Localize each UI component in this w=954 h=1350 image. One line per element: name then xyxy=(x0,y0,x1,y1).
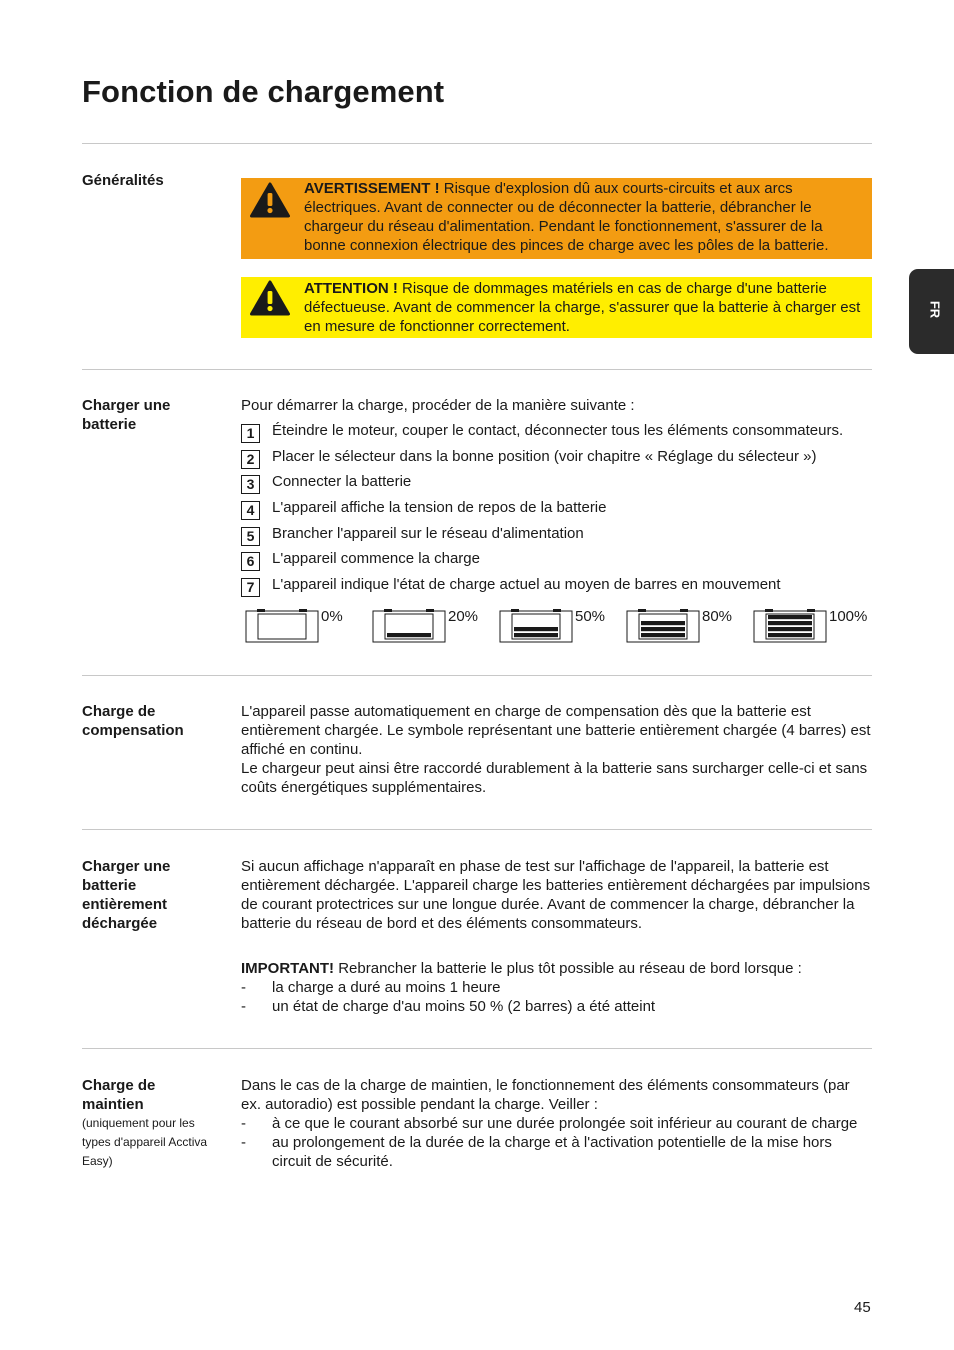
charge-bar xyxy=(768,621,812,625)
battery-terminal xyxy=(384,609,392,612)
step-item xyxy=(241,575,872,601)
charge-bar xyxy=(768,633,812,637)
battery-terminal xyxy=(680,609,688,612)
charge-level-label: 20% xyxy=(448,608,479,625)
charge-level-label: 80% xyxy=(702,608,733,625)
charge-bar xyxy=(387,633,431,637)
list-item: - un état de charge d'au moins 50 % (2 barres) a été atteint xyxy=(241,997,872,1016)
warning-box xyxy=(241,178,872,259)
battery-outline xyxy=(500,611,572,642)
maintien-note: (uniquement pour les types d'appareil Acctiva Easy) xyxy=(82,1116,208,1168)
step-number: 1 xyxy=(241,424,260,443)
step-text: L'appareil commence la charge xyxy=(272,550,480,568)
section-label-compensation: Charge de compensation xyxy=(82,703,184,739)
compensation-content xyxy=(241,702,872,797)
battery-inner xyxy=(258,614,306,639)
charge-bar xyxy=(514,627,558,631)
charge-level-label: 0% xyxy=(321,608,343,625)
section-divider xyxy=(82,1048,872,1049)
battery-terminal xyxy=(511,609,519,612)
caution-box xyxy=(241,277,872,338)
charge-bar xyxy=(641,633,685,637)
step-number: 3 xyxy=(241,475,260,494)
step-text: L'appareil affiche la tension de repos de la batterie xyxy=(272,499,607,517)
compensation-paragraph: L'appareil passe automatiquement en charge de compensation dès que la batterie est entièrement chargée. Le symbole représentant une batterie entièrement chargée (4 barres) est affiché en continu. xyxy=(241,703,871,758)
battery-icon xyxy=(753,608,827,644)
step-item xyxy=(241,421,872,447)
battery-terminal xyxy=(807,609,815,612)
maintien-title: Charge de maintien xyxy=(82,1077,156,1113)
step-number: 6 xyxy=(241,552,260,571)
step-item xyxy=(241,498,872,524)
charge-bar xyxy=(768,615,812,619)
step-text: Brancher l'appareil sur le réseau d'alimentation xyxy=(272,524,584,542)
step-text: Placer le sélecteur dans la bonne position (voir chapitre « Réglage du sélecteur ») xyxy=(272,447,817,465)
charge-bar xyxy=(641,621,685,625)
dechargee-paragraph: Si aucun affichage n'apparaît en phase de test sur l'affichage de l'appareil, la batterie est entièrement déchargée. L'appareil charge les batteries entièrement déchargées par impulsions de courant protectrices sur une longue durée. Avant de commencer la charge, débrancher la batterie du réseau de bord et des éléments consommateurs. xyxy=(241,858,871,932)
step-text: Connecter la batterie xyxy=(272,473,412,491)
list-item: - la charge a duré au moins 1 heure xyxy=(241,978,872,997)
battery-terminal xyxy=(299,609,307,612)
steps-list xyxy=(241,421,872,601)
section-label-generalites: Généralités xyxy=(82,172,164,189)
step-number: 5 xyxy=(241,527,260,546)
charger-intro: Pour démarrer la charge, procéder de la manière suivante : xyxy=(241,397,635,414)
section-divider xyxy=(82,829,872,830)
dechargee-content xyxy=(241,857,872,1016)
section-divider xyxy=(82,143,872,144)
maintien-content xyxy=(241,1076,872,1171)
battery-icon xyxy=(626,608,700,644)
section-divider xyxy=(82,675,872,676)
battery-outline xyxy=(627,611,699,642)
caution-text: Risque de dommages matériels en cas de charge d'une batterie défectueuse. Avant de commencer la charge, s'assurer que la batterie à charger est en mesure de fonctionner correctement. xyxy=(304,280,861,335)
dechargee-list xyxy=(241,978,872,1016)
battery-terminal xyxy=(257,609,265,612)
battery-outline xyxy=(246,611,318,642)
step-item xyxy=(241,447,872,473)
important-note xyxy=(241,959,872,978)
step-number: 7 xyxy=(241,578,260,597)
charge-bar xyxy=(768,627,812,631)
page-title: Fonction de chargement xyxy=(82,74,445,109)
battery-terminal xyxy=(765,609,773,612)
step-number: 2 xyxy=(241,450,260,469)
step-text: L'appareil indique l'état de charge actuel au moyen de barres en mouvement xyxy=(272,576,781,594)
caution-lead: ATTENTION ! xyxy=(304,280,398,297)
step-item xyxy=(241,472,872,498)
maintien-list xyxy=(241,1114,872,1171)
language-tab-label: FR xyxy=(927,300,943,319)
battery-terminal xyxy=(553,609,561,612)
step-item xyxy=(241,549,872,575)
list-item: - à ce que le courant absorbé sur une durée prolongée soit inférieur au courant de charge xyxy=(241,1114,872,1133)
battery-terminal xyxy=(426,609,434,612)
section-label-dechargee: Charger une batterie entièrement déchargée xyxy=(82,858,171,932)
caution-triangle-icon xyxy=(250,280,290,316)
warning-triangle-icon xyxy=(250,182,290,218)
battery-outline xyxy=(373,611,445,642)
section-label-maintien xyxy=(82,1076,222,1171)
step-item xyxy=(241,524,872,550)
important-lead: IMPORTANT! xyxy=(241,960,335,977)
charge-level-label: 100% xyxy=(829,608,868,625)
compensation-paragraph: Le chargeur peut ainsi être raccordé durablement à la batterie sans surcharger celle-ci et sans coûts énergétiques supplémentaires. xyxy=(241,760,868,796)
section-label-charger: Charger une batterie xyxy=(82,397,171,433)
maintien-paragraph: Dans le cas de la charge de maintien, le fonctionnement des éléments consommateurs (par ex. autoradio) est possible pendant la charge. Veiller : xyxy=(241,1077,850,1113)
page-number: 45 xyxy=(854,1299,871,1316)
charge-level-label: 50% xyxy=(575,608,606,625)
charger-content xyxy=(241,396,872,601)
battery-icon xyxy=(499,608,573,644)
warning-text: Risque d'explosion dû aux courts-circuits et aux arcs électriques. Avant de connecter ou de déconnecter la batterie, débrancher le chargeur du réseau d'alimentation. Pendant le fonctionnement, s'assurer de la bonne connexion électrique des pinces de charge avec les pôles de la batterie. xyxy=(304,180,829,254)
battery-icon xyxy=(372,608,446,644)
list-item: - au prolongement de la durée de la charge et à l'activation potentielle de la mise hors circuit de sécurité. xyxy=(241,1133,872,1171)
step-number: 4 xyxy=(241,501,260,520)
charge-bar xyxy=(641,627,685,631)
charge-level-indicators xyxy=(245,607,885,647)
step-text: Éteindre le moteur, couper le contact, déconnecter tous les éléments consommateurs. xyxy=(272,422,844,439)
battery-terminal xyxy=(638,609,646,612)
language-tab xyxy=(909,269,954,354)
battery-icon xyxy=(245,608,319,644)
warning-lead: AVERTISSEMENT ! xyxy=(304,180,440,197)
important-text: Rebrancher la batterie le plus tôt possible au réseau de bord lorsque : xyxy=(334,960,802,977)
section-divider xyxy=(82,369,872,370)
charge-bar xyxy=(514,633,558,637)
